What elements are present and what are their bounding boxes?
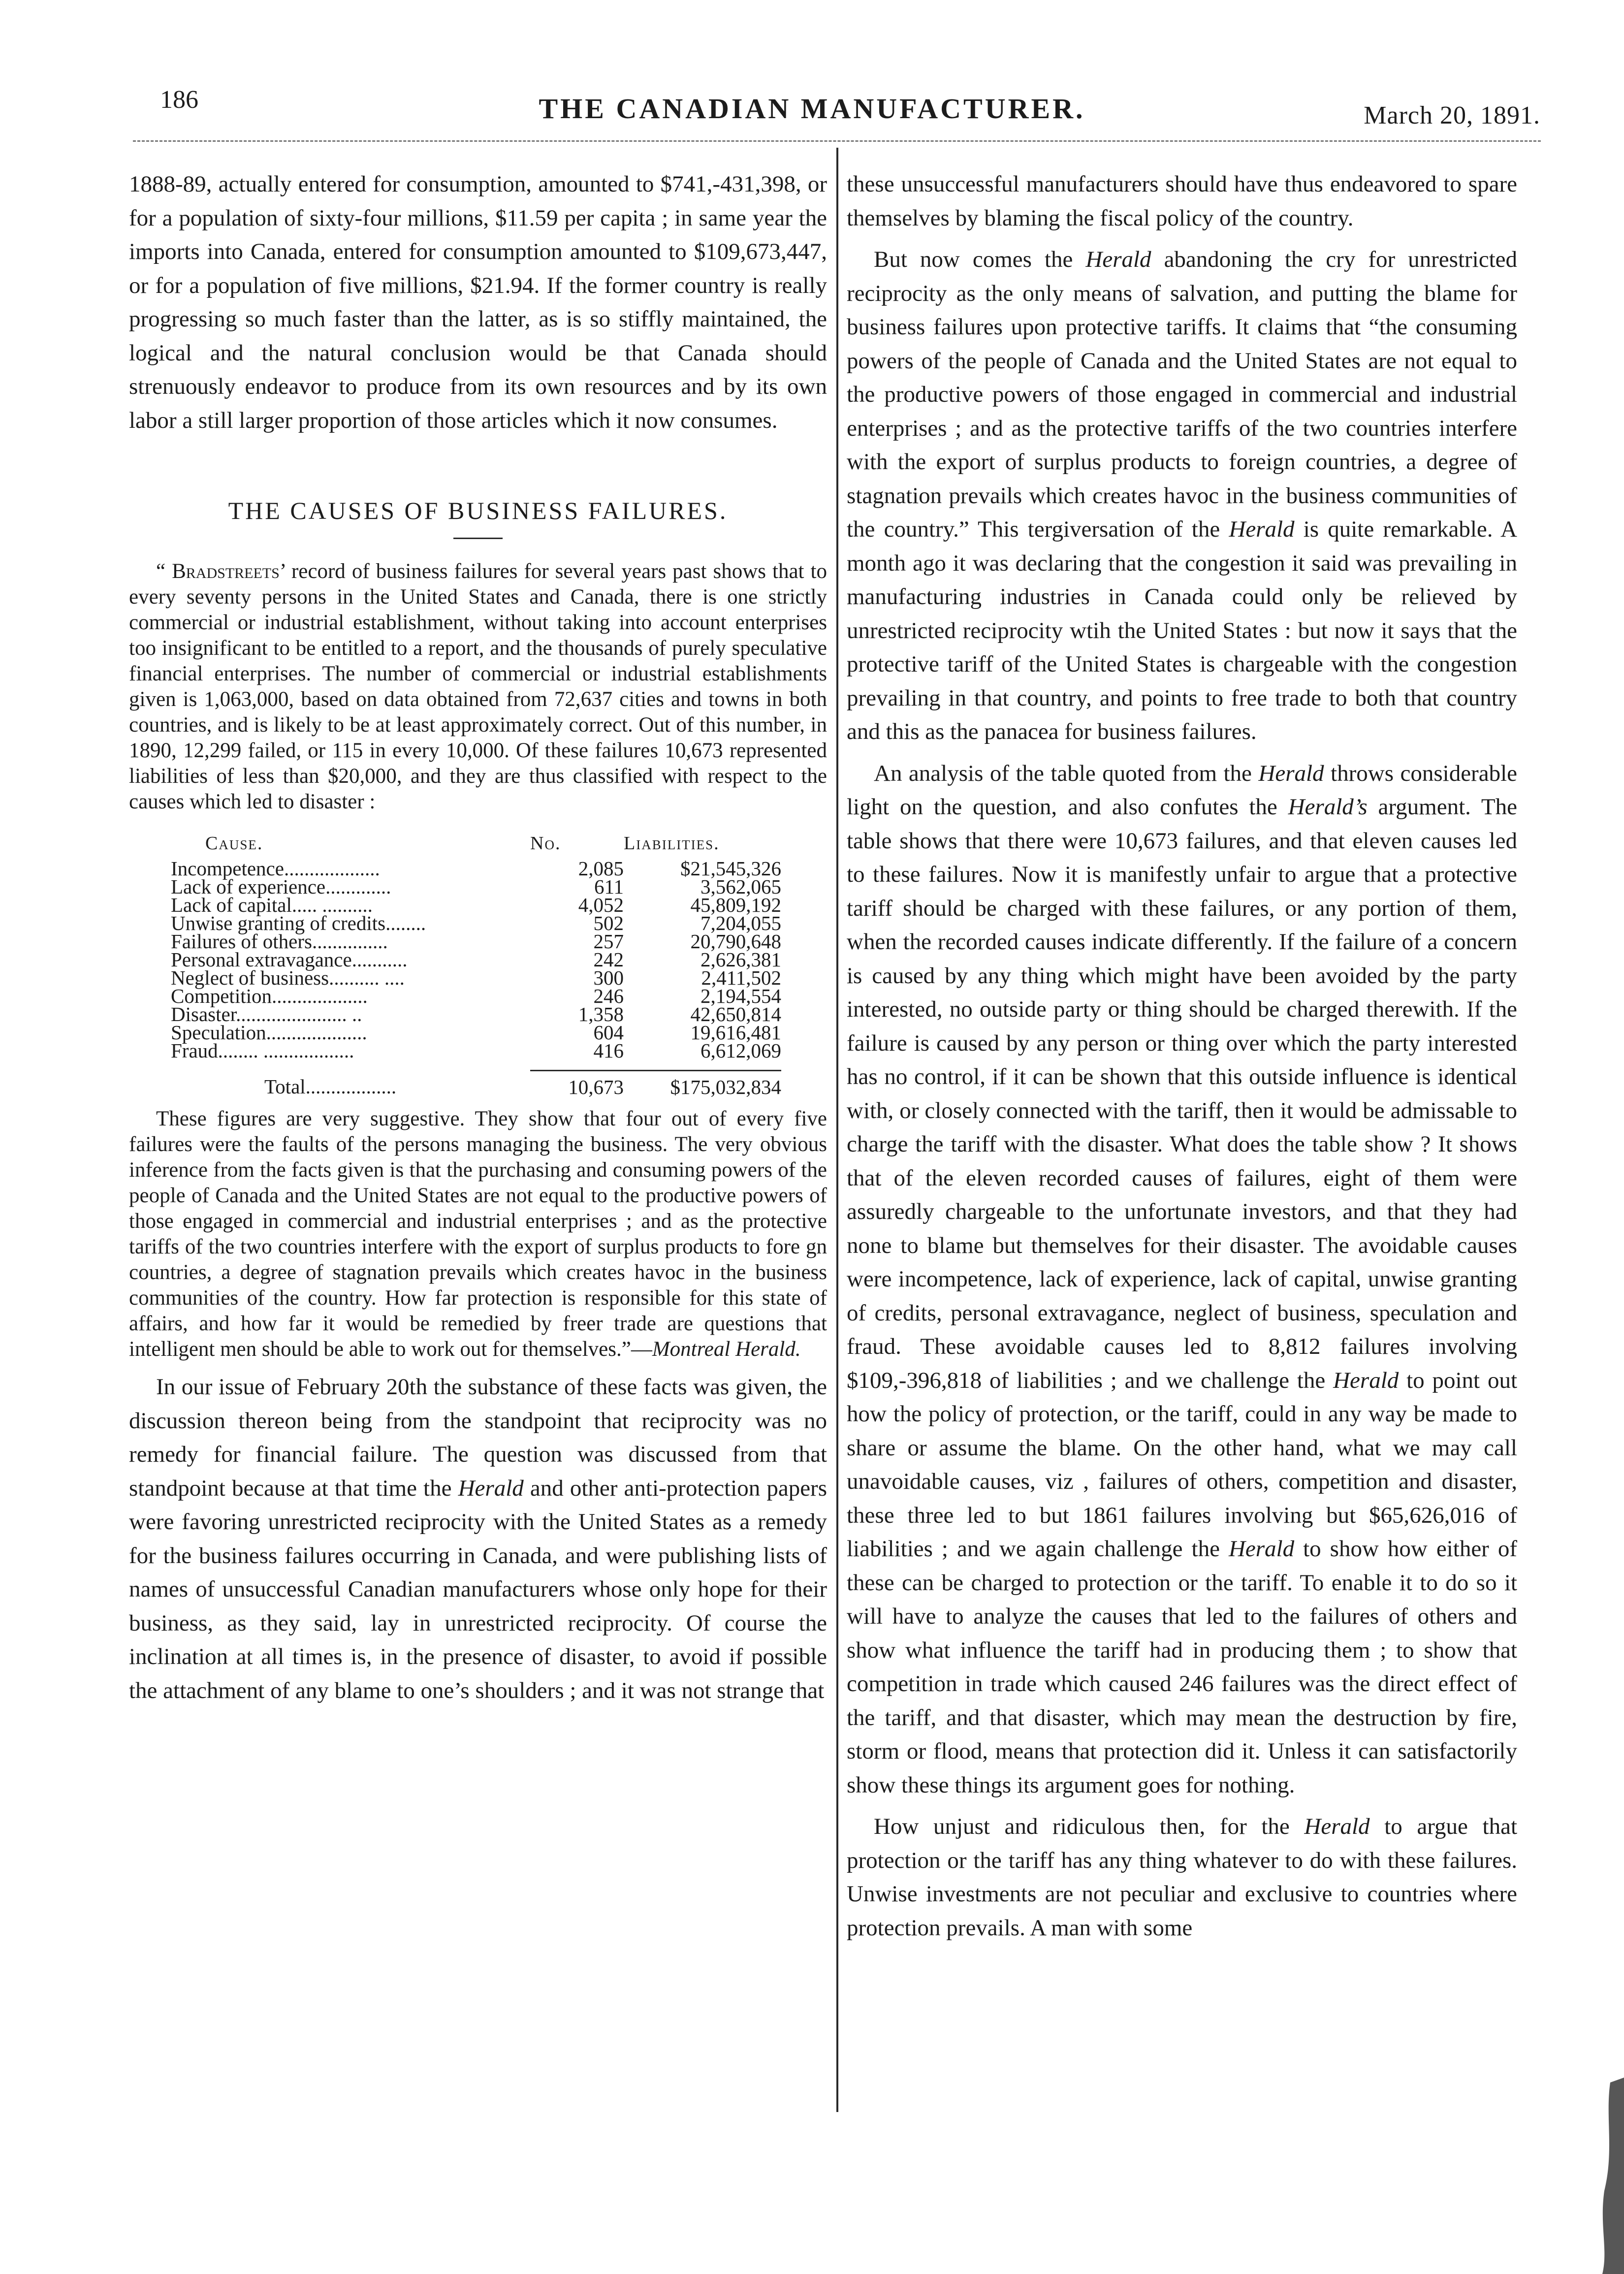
dot-leader: .................. (305, 1075, 397, 1098)
issue-date: March 20, 1891. (1364, 101, 1540, 129)
text-run: But now comes the (874, 247, 1086, 272)
left-column (129, 167, 827, 1715)
failure-count: 604 (593, 1021, 624, 1044)
dot-leader: ...................... .. (236, 1002, 362, 1025)
liabilities-amount: 2,194,554 (701, 984, 781, 1007)
page-edge-stain (1580, 2078, 1624, 2274)
dot-leader: ..... .......... (291, 893, 373, 916)
text-run: In our issue of February 20th the substance of these facts was given, the discussion thereon being from the standpoint that reciprocity was no remedy for financial failure. The question was discussed from that standpoint because at that time the (129, 1374, 827, 1501)
unjust-paragraph (847, 1810, 1517, 1945)
text-run: to point out how the policy of protection, or the tariff, could in any way be made to share or assume the blame. On the other hand, what we may call unavoidable causes, viz , failures of others, competition and disaster, these three led to but 1861 failures involving but $65,626,016 of liabilities ; and we again challenge the (847, 1367, 1518, 1562)
dot-leader: ........... (351, 948, 408, 971)
quote-conclusion-paragraph (129, 1106, 827, 1362)
dot-leader: .......... .... (329, 966, 405, 989)
cause-cell (171, 1039, 530, 1062)
column-divider (836, 148, 838, 2112)
cause-name: Competition (171, 984, 272, 1007)
cause-name: Lack of experience (171, 875, 326, 898)
total-label-cell (171, 1071, 530, 1097)
herald-name: Herald (1229, 516, 1295, 542)
cause-name: Disaster (171, 1002, 236, 1025)
table-header-row (171, 834, 781, 860)
dot-leader: ........ (385, 911, 426, 934)
herald-abandons-paragraph (847, 243, 1517, 749)
text-run: to show how either of these can be charged to protection or the tariff. To enable it to do so it will have to analyze the causes that led to the failures of others and show what influence the tariff had in producing them ; to show that competition in trade which caused 246 failures was the direct effect of the tariff, and that disaster, which may mean the destruction by fire, storm or flood, means that protection did it. Unless it can satisfactorily show these things its argument goes for nothing. (847, 1536, 1517, 1798)
continued-paragraph: these unsuccessful manufacturers should have thus endeavored to spare themselves by blaming the fiscal policy of the country. (847, 171, 1517, 231)
liabilities-amount: 42,650,814 (690, 1002, 781, 1025)
herald-name: Herald (1228, 1536, 1295, 1562)
cause-name: Fraud (171, 1039, 218, 1062)
failure-count: 416 (593, 1039, 624, 1062)
liabilities-amount: 45,809,192 (690, 893, 781, 916)
liabilities-amount: 6,612,069 (701, 1039, 781, 1062)
quote-body: ’ record of business failures for several years past shows that to every seventy persons in the United States and Canada, there is one strictly commercial or industrial establishment, without taking into account enterprises too insignificant to be entitled to a report, and the thousands of purely speculative financial enterprises. The number of commercial or industrial establishments given is 1,063,000, based on data obtained from 72,637 cities and towns in both countries, and is likely to be at least approximately correct. Out of this number, in 1890, 12,299 failed, or 115 in every 10,000. Of these failures 10,673 represented liabilities of less than $20,000, and they are thus classified with respect to the causes which led to disaster : (129, 559, 827, 813)
section-title: THE CAUSES OF BUSINESS FAILURES. (228, 497, 728, 524)
publication-title: THE CANADIAN MANUFACTURER. (539, 93, 1085, 125)
cause-name: Unwise granting of credits (171, 911, 386, 934)
text-run: and other anti-protection papers were favoring unrestricted reciprocity with the United States as a remedy for the business failures occurring in Canada, and were publishing lists of names of unsuccessful Canadian manufacturers whose only hope for their business, as they said, lay in unrestricted reciprocity. Of course the inclination at all times is, in the presence of disaster, to avoid if possible the attachment of any blame to one’s shoulders ; and it was not strange that (129, 1475, 827, 1703)
table-row (171, 1042, 781, 1060)
liabilities-amount: 3,562,065 (701, 875, 781, 898)
herald-name: Herald (458, 1475, 524, 1501)
header-rule (133, 140, 1541, 142)
failure-count: 246 (593, 984, 624, 1007)
herald-name: Herald’s (1288, 794, 1368, 820)
quote-source: Montreal Herald. (652, 1338, 801, 1361)
text-run: argument. The table shows that there were 10,673 failures, and that eleven causes led to these failures. Now it is manifestly unfair to argue that a protective tariff should be charged with these failures, or any portion of them, when the recorded causes indicate differently. If the failure of a concern is caused by any thing which might have been avoided by the party interested, no outside party or thing should be charged therewith. If the failure is caused by any person or thing over which the party interested has no control, if it can be shown that this outside influence is identical with, or closely connected with the tariff, then it would be admissable to charge the tariff with the disaster. What does the table show ? It shows that of the eleven recorded causes of failures, eight of them were assuredly chargeable to the unfortunate investors, and that they had none to blame but themselves for their disaster. The avoidable causes were incompetence, lack of experience, lack of capital, unwise granting of credits, personal extravagance, neglect of business, speculation and fraud. These avoidable causes led to 8,812 failures involving $109,-396,818 of liabilities ; and we challenge the (847, 794, 1517, 1393)
herald-name: Herald (1304, 1814, 1370, 1839)
total-label: Total (264, 1075, 306, 1098)
text-run: throws considerable light on the question, and also confutes the (847, 760, 1517, 820)
text-run: is quite remarkable. A month ago it was declaring that the congestion it said was prevailing in manufacturing industries in Canada could only be relieved by unrestricted reciprocity wtih the United States : but now it says that the protective tariff of the United States is chargeable with the congestion prevailing in that country, and points to free trade to both that country and this as the panacea for business failures. (847, 516, 1517, 744)
failure-count: 1,358 (578, 1002, 624, 1025)
failure-count: 611 (594, 875, 624, 898)
page-number: 186 (160, 86, 198, 114)
cause-name: Personal extravagance (171, 948, 352, 971)
quote-conclusion-text: These figures are very suggestive. They show that four out of every five failures were the faults of the persons managing the business. The very obvious inference from the facts given is that the purchasing and consuming powers of the people of Canada and the United States are not equal to the productive powers of those engaged in commercial and industrial enterprises ; and as the protective tariffs of the two countries interfere with the export of surplus products to fore gn countries, a degree of stagnation prevails which creates havoc in the business communities of the country. How far protection is responsible for this state of affairs, and how far it would be remedied by freer trade are questions that intelligent men should be able to work out for themselves.”— (129, 1107, 827, 1361)
quote-lead: “ Bradstreets (156, 559, 280, 583)
cause-name: Lack of capital (171, 893, 292, 916)
total-liabilities: $175,032,834 (670, 1076, 781, 1098)
liabilities-amount: 7,204,055 (701, 911, 781, 934)
text-run: abandoning the cry for unrestricted reciprocity as the only means of salvation, and putting the blame for business failures upon protective tariffs. It claims that “the consuming powers of the people of Canada and the United States are not equal to the productive powers of those engaged in commercial and industrial enterprises ; and as the protective tariffs of the two countries interfere with the export of surplus products to foreign countries, a degree of stagnation prevails which creates havoc in the business communities of the country.” This tergiversation of the (847, 247, 1517, 542)
liabilities-amount: 2,626,381 (701, 948, 781, 971)
liabilities-amount: 19,616,481 (690, 1021, 781, 1044)
failure-count: 257 (593, 929, 624, 953)
failure-count: 242 (593, 948, 624, 971)
analysis-paragraph (847, 757, 1517, 1802)
page-header (0, 81, 1624, 140)
cause-name: Neglect of business (171, 966, 329, 989)
dot-leader: ............. (325, 875, 391, 898)
quote-intro-paragraph (129, 559, 827, 815)
text-run: An analysis of the table quoted from the (874, 760, 1259, 786)
failure-count: 2,085 (578, 857, 624, 880)
liabilities-amount: 20,790,648 (690, 929, 781, 953)
header-number: No. (530, 833, 561, 854)
failures-table (171, 834, 781, 1097)
herald-name: Herald (1333, 1367, 1399, 1393)
table-body (171, 857, 781, 1098)
dot-leader: ................... (272, 984, 368, 1007)
header-cause: Cause. (205, 833, 263, 854)
liabilities-amount: 2,411,502 (701, 966, 781, 989)
cause-name: Incompetence (171, 857, 284, 880)
dot-leader: ........ .................. (218, 1039, 354, 1062)
failure-count: 4,052 (578, 893, 624, 916)
text-run: to argue that protection or the tariff has any thing whatever to do with these failures. Unwise investments are not peculiar and exclusive to countries where protection prevails. A man with some (847, 1814, 1517, 1941)
failure-count: 300 (593, 966, 624, 989)
cause-name: Failures of others (171, 929, 312, 953)
title-rule (453, 538, 503, 539)
total-count: 10,673 (568, 1076, 624, 1098)
intro-paragraph: 1888-89, actually entered for consumption, amounted to $741,-431,398, or for a population of sixty-four millions, $11.59 per capita ; in same year the imports into Canada, entered for consumption amounted to $109,673,447, or for a population of five millions, $21.94. If the former country is really progressing so much faster than the latter, as is so stiffly maintained, the logical and the natural conclusion would be that Canada should strenuously endeavor to produce from its own resources and by its own labor a still larger proportion of those articles which it now consumes. (129, 171, 827, 433)
header-liabilities: Liabilities. (624, 833, 720, 854)
text-run: How unjust and ridiculous then, for the (874, 1814, 1305, 1839)
liabilities-amount: $21,545,326 (680, 857, 781, 880)
herald-name: Herald (1085, 247, 1151, 272)
failure-count: 502 (593, 911, 624, 934)
dot-leader: .................... (266, 1021, 367, 1044)
dot-leader: ............... (312, 929, 388, 953)
herald-name: Herald (1258, 760, 1324, 786)
cause-name: Speculation (171, 1021, 266, 1044)
dot-leader: ................... (284, 857, 380, 880)
issue-paragraph (129, 1370, 827, 1707)
right-column (847, 167, 1517, 1953)
total-row (171, 1071, 781, 1097)
